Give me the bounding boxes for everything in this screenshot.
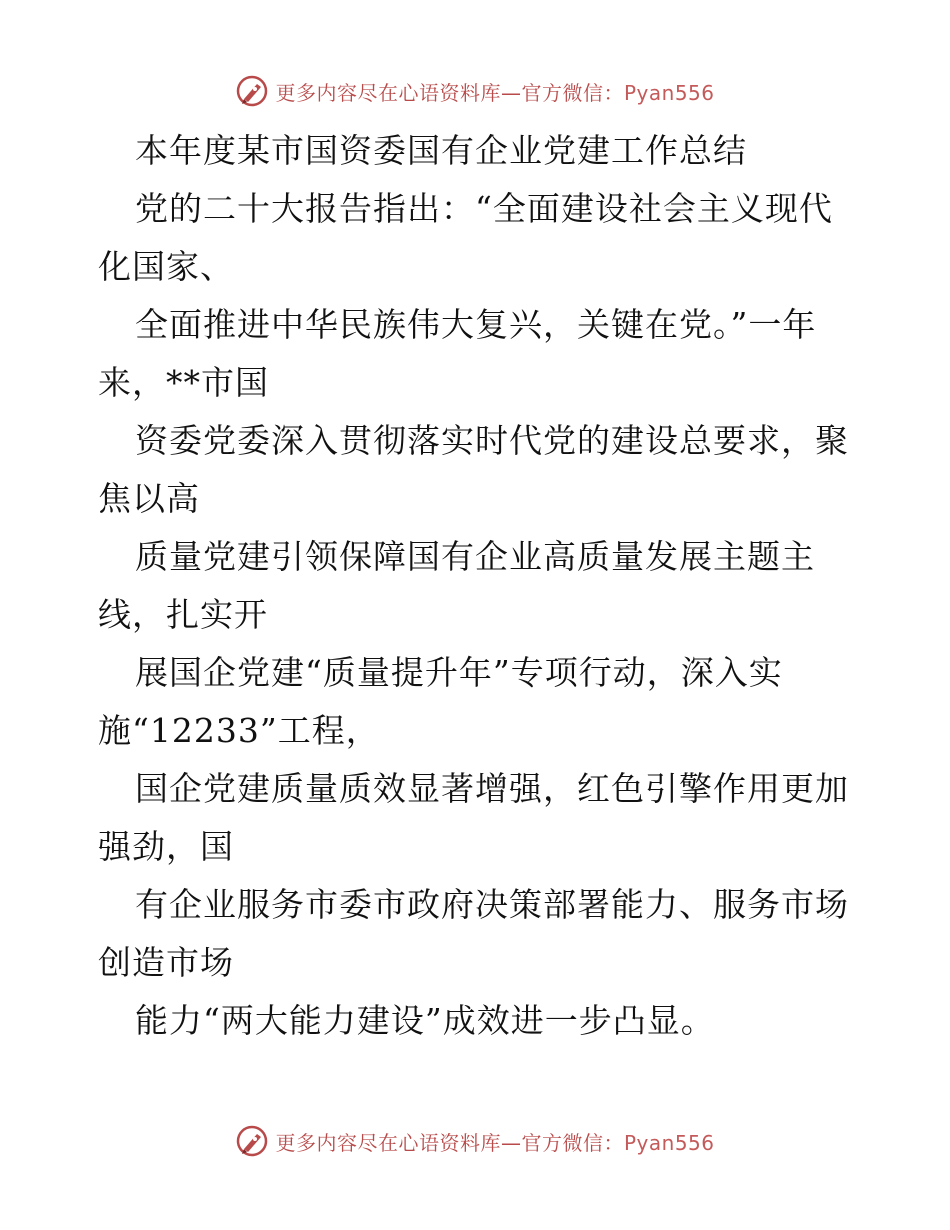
paragraph-line: 线，扎实开 [98, 595, 268, 634]
paragraph-line: 能力“两大能力建设”成效进一步凸显。 [135, 1001, 715, 1040]
paragraph-line: 来，**市国 [98, 363, 269, 402]
paragraph-line: 强劲，国 [98, 827, 234, 866]
paragraph-line: 党的二十大报告指出：“全面建设社会主义现代 [135, 189, 833, 228]
watermark-text: 更多内容尽在心语资料库—官方微信：Pyan556 [275, 1130, 715, 1155]
paragraph-line: 全面推进中华民族伟大复兴，关键在党。”一年 [135, 305, 817, 344]
paragraph-line: 施“12233”工程， [98, 711, 380, 750]
pen-logo-icon [235, 1124, 269, 1158]
wechat-id: Pyan556 [623, 80, 715, 105]
paragraph-line: 展国企党建“质量提升年”专项行动，深入实 [135, 653, 783, 692]
paragraph-line: 资委党委深入贯彻落实时代党的建设总要求，聚 [135, 421, 849, 460]
paragraph-line: 质量党建引领保障国有企业高质量发展主题主 [135, 537, 815, 576]
watermark-text: 更多内容尽在心语资料库—官方微信：Pyan556 [275, 80, 715, 105]
paragraph-line: 国企党建质量质效显著增强，红色引擎作用更加 [135, 769, 849, 808]
header-watermark [0, 71, 950, 111]
paragraph-line: 有企业服务市委市政府决策部署能力、服务市场 [135, 885, 849, 924]
document-body [98, 122, 858, 1050]
footer-watermark [0, 1121, 950, 1161]
paragraph-line: 焦以高 [98, 479, 200, 518]
wechat-id: Pyan556 [623, 1130, 715, 1155]
paragraph-line: 化国家、 [98, 247, 234, 286]
paragraph-line: 创造市场 [98, 943, 234, 982]
pen-logo-icon [235, 74, 269, 108]
document-title: 本年度某市国资委国有企业党建工作总结 [135, 131, 747, 170]
